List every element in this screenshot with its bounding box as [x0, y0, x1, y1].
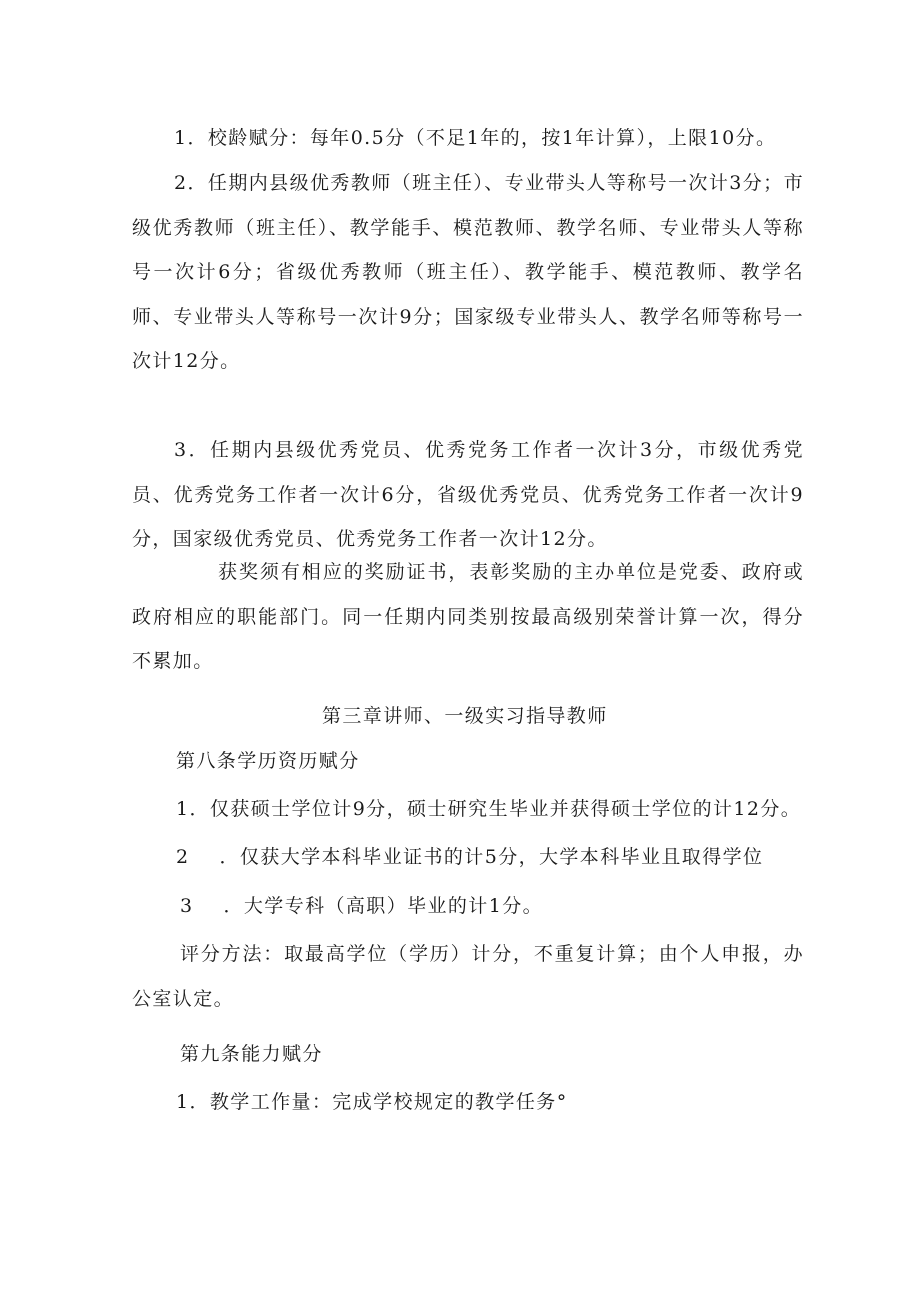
chapter-title: 第三章讲师、一级实习指导教师 [322, 705, 608, 727]
item-three-number: 3 [180, 895, 194, 917]
article-nine-title: 第九条能力赋分 [180, 1043, 323, 1065]
award-note: 获奖须有相应的奖励证书，表彰奖励的主办单位是党委、政府或政府相应的职能部门。同一任期内同类别按最高级别荣誉计算一次，得分不累加。 [132, 561, 804, 672]
item-party-honors: 3．任期内县级优秀党员、优秀党务工作者一次计3分，市级优秀党员、优秀党务工作者一次计6分，省级优秀党员、优秀党务工作者一次计9分，国家级优秀党员、优秀党务工作者一次计12分。 [132, 439, 804, 550]
article-nine-item-one: 1．教学工作量：完成学校规定的教学任务° [176, 1091, 568, 1113]
item-three-text: ．大学专科（高职）毕业的计1分。 [223, 895, 543, 917]
item-school-age: 1．校龄赋分：每年0.5分（不足1年的，按1年计算），上限10分。 [174, 127, 777, 149]
item-two-text: ．仅获大学本科毕业证书的计5分，大学本科毕业且取得学位 [219, 846, 764, 868]
article-eight-item-three [180, 892, 543, 920]
item-two-number: 2 [176, 846, 190, 868]
article-eight-item-two [176, 843, 763, 871]
article-eight-item-one: 1．仅获硕士学位计9分，硕士研究生毕业并获得硕士学位的计12分。 [176, 798, 802, 820]
scoring-method: 评分方法：取最高学位（学历）计分，不重复计算；由个人申报，办公室认定。 [132, 943, 804, 1010]
item-teacher-honors: 2．任期内县级优秀教师（班主任）、专业带头人等称号一次计3分；市级优秀教师（班主任）、教学能手、模范教师、教学名师、专业带头人等称号一次计6分；省级优秀教师（班主任）、教学能手、模范教师、教学名师、专业带头人等称号一次计9分；国家级专业带头人、教学名师等称号一次计12分。 [132, 172, 804, 372]
article-eight-title: 第八条学历资历赋分 [176, 750, 360, 772]
